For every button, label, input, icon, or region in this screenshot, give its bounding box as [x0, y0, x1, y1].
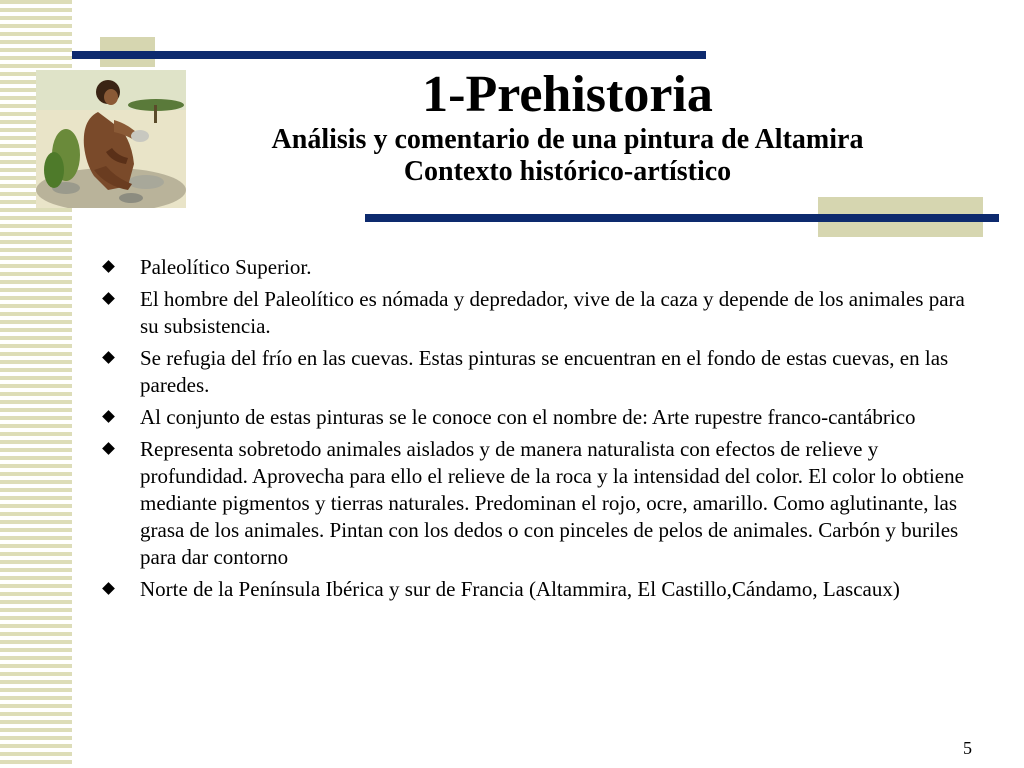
- bullet-list: [100, 254, 980, 608]
- slide-subtitle-line2: Contexto histórico-artístico: [403, 156, 732, 187]
- diamond-bullet-icon: [102, 351, 115, 364]
- bullet-item: [100, 404, 980, 431]
- top-navy-bar: [72, 51, 706, 59]
- bullet-text: Paleolítico Superior.: [140, 255, 312, 279]
- diamond-bullet-icon: [102, 260, 115, 273]
- prehistoric-man-illustration: [36, 70, 186, 208]
- diamond-bullet-icon: [102, 442, 115, 455]
- slide-title: 1-Prehistoria: [422, 66, 713, 123]
- bullet-item: [100, 286, 980, 340]
- diamond-bullet-icon: [102, 582, 115, 595]
- bullet-text: Representa sobretodo animales aislados y de manera naturalista con efectos de relieve y profundidad. Aprovecha para ello el relieve de la roca y la intensidad del color. El color lo obtiene mediante pigmentos y tierras naturales. Predominan el rojo, ocre, amarillo. Como aglutinante, las grasa de los animales. Pintan con los dedos o con pinceles de pelos de animales. Carbón y buriles para dar contorno: [140, 437, 964, 569]
- diamond-bullet-icon: [102, 410, 115, 423]
- bullet-text: Se refugia del frío en las cuevas. Estas pinturas se encuentran en el fondo de estas cuevas, en las paredes.: [140, 346, 949, 397]
- bullet-item: [100, 254, 980, 281]
- bullet-item: [100, 436, 980, 571]
- bullet-text: Al conjunto de estas pinturas se le conoce con el nombre de: Arte rupestre franco-cantábrico: [140, 405, 916, 429]
- diamond-bullet-icon: [102, 292, 115, 305]
- bullet-text: El hombre del Paleolítico es nómada y depredador, vive de la caza y depende de los animales para su subsistencia.: [140, 287, 965, 338]
- bullet-item: [100, 576, 980, 603]
- slide-subtitle-line1: Análisis y comentario de una pintura de Altamira: [271, 124, 864, 155]
- bullet-item: [100, 345, 980, 399]
- bottom-navy-bar: [365, 214, 999, 222]
- page-number: 5: [963, 738, 972, 758]
- bullet-text: Norte de la Península Ibérica y sur de Francia (Altammira, El Castillo,Cándamo, Lascaux): [140, 577, 900, 601]
- title-block: [190, 66, 945, 188]
